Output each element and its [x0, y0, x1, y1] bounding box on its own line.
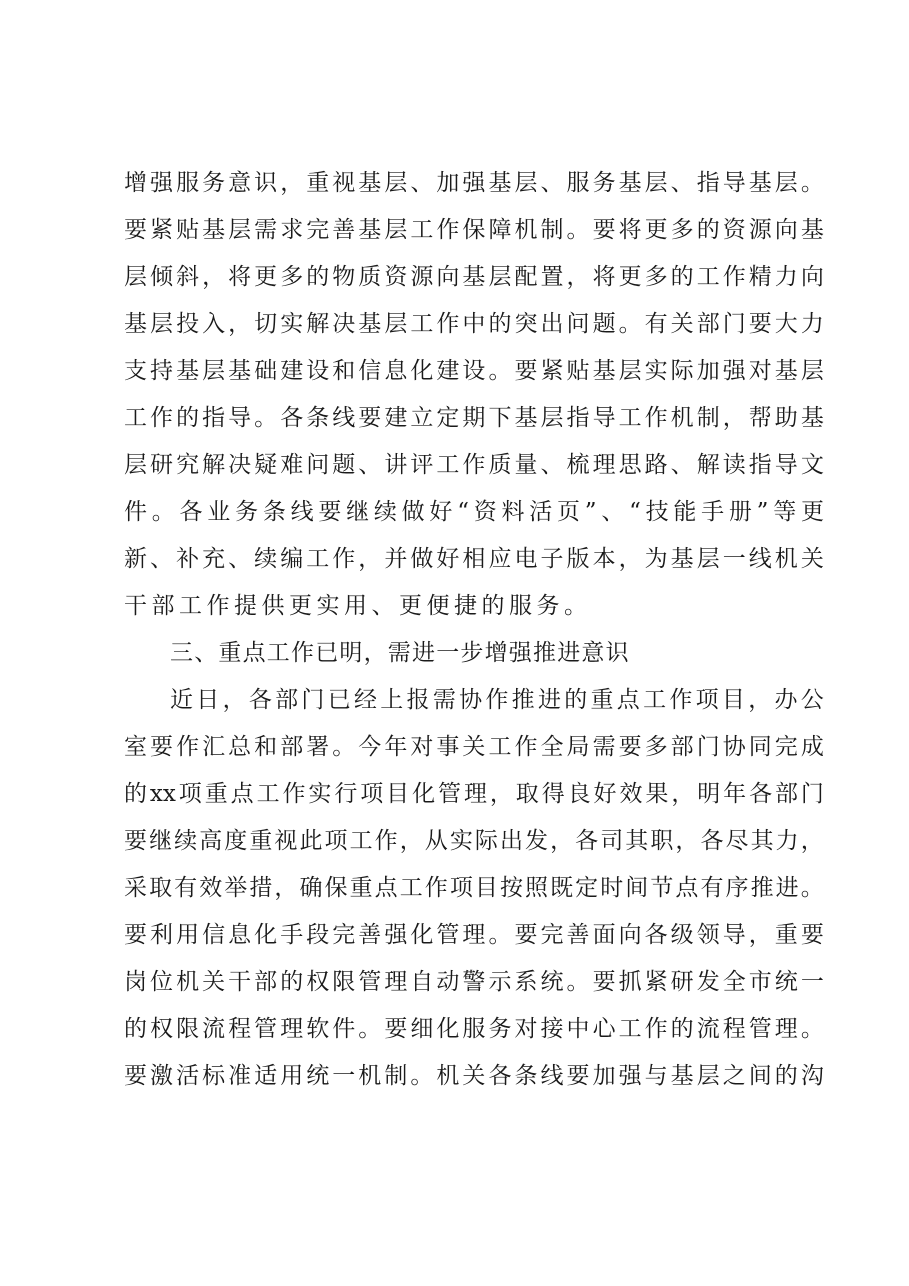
text-line: 的 权 限 流 程 管 理 软 件 。 要 细 化 服 务 对 接 中 心 工 作 的 流 程 管 理 。 — [124, 1016, 824, 1042]
text-line: 采 取 有 效 举 措 ， 确 保 重 点 工 作 项 目 按 照 既 定 时 间 节 点 有 序 推 进 。 — [124, 875, 824, 901]
text-line: 新 、 补 充 、 续 编 工 作 ， 并 做 好 相 应 电 子 版 本 ， 为 基 层 一 线 机 关 — [124, 546, 824, 572]
text-line: 要 继 续 高 度 重 视 此 项 工 作 ， 从 实 际 出 发 ， 各 司 其 职 ， 各 尽 其 力 ， — [124, 828, 824, 854]
text-line: 支 持 基 层 基 础 建 设 和 信 息 化 建 设 。 要 紧 贴 基 层 实 际 加 强 对 基 层 — [124, 358, 824, 384]
document-body — [124, 160, 824, 1100]
section-heading: 三、重点工作已明，需进一步增强推进意识 — [170, 640, 630, 666]
text-line: 近 日 ， 各 部 门 已 经 上 报 需 协 作 推 进 的 重 点 工 作 项 目 ， 办 公 — [170, 687, 824, 713]
text-line: 要 激 活 标 准 适 用 统 一 机 制 。 机 关 各 条 线 要 加 强 与 基 层 之 间 的 沟 — [124, 1063, 824, 1089]
text-line: 室 要 作 汇 总 和 部 署 。 今 年 对 事 关 工 作 全 局 需 要 多 部 门 协 同 完 成 — [124, 734, 824, 760]
text-line: 干部工作提供更实用、更便捷的服务。 — [124, 593, 592, 619]
text-line: 要 利 用 信 息 化 手 段 完 善 强 化 管 理 。 要 完 善 面 向 各 级 领 导 ， 重 要 — [124, 922, 824, 948]
text-line: 的 xx 项 重 点 工 作 实 行 项 目 化 管 理 ， 取 得 良 好 效 果 ， 明 年 各 部 门 — [124, 781, 824, 807]
text-line: 层 倾 斜 ， 将 更 多 的 物 质 资 源 向 基 层 配 置 ， 将 更 多 的 工 作 精 力 向 — [124, 264, 824, 290]
text-line: 件 。 各 业 务 条 线 要 继 续 做 好 “ 资 料 活 页 ” 、 “ 技 能 手 册 ” 等 更 — [124, 499, 824, 525]
text-line: 基 层 投 入 ， 切 实 解 决 基 层 工 作 中 的 突 出 问 题 。 有 关 部 门 要 大 力 — [124, 311, 824, 337]
text-line: 要 紧 贴 基 层 需 求 完 善 基 层 工 作 保 障 机 制 。 要 将 更 多 的 资 源 向 基 — [124, 217, 824, 243]
text-line: 工 作 的 指 导 。 各 条 线 要 建 立 定 期 下 基 层 指 导 工 作 机 制 ， 帮 助 基 — [124, 405, 824, 431]
text-line: 岗 位 机 关 干 部 的 权 限 管 理 自 动 警 示 系 统 。 要 抓 紧 研 发 全 市 统 一 — [124, 969, 824, 995]
text-line: 层 研 究 解 决 疑 难 问 题 、 讲 评 工 作 质 量 、 梳 理 思 路 、 解 读 指 导 文 — [124, 452, 824, 478]
text-line: 增 强 服 务 意 识 ， 重 视 基 层 、 加 强 基 层 、 服 务 基 层 、 指 导 基 层 。 — [124, 170, 824, 196]
